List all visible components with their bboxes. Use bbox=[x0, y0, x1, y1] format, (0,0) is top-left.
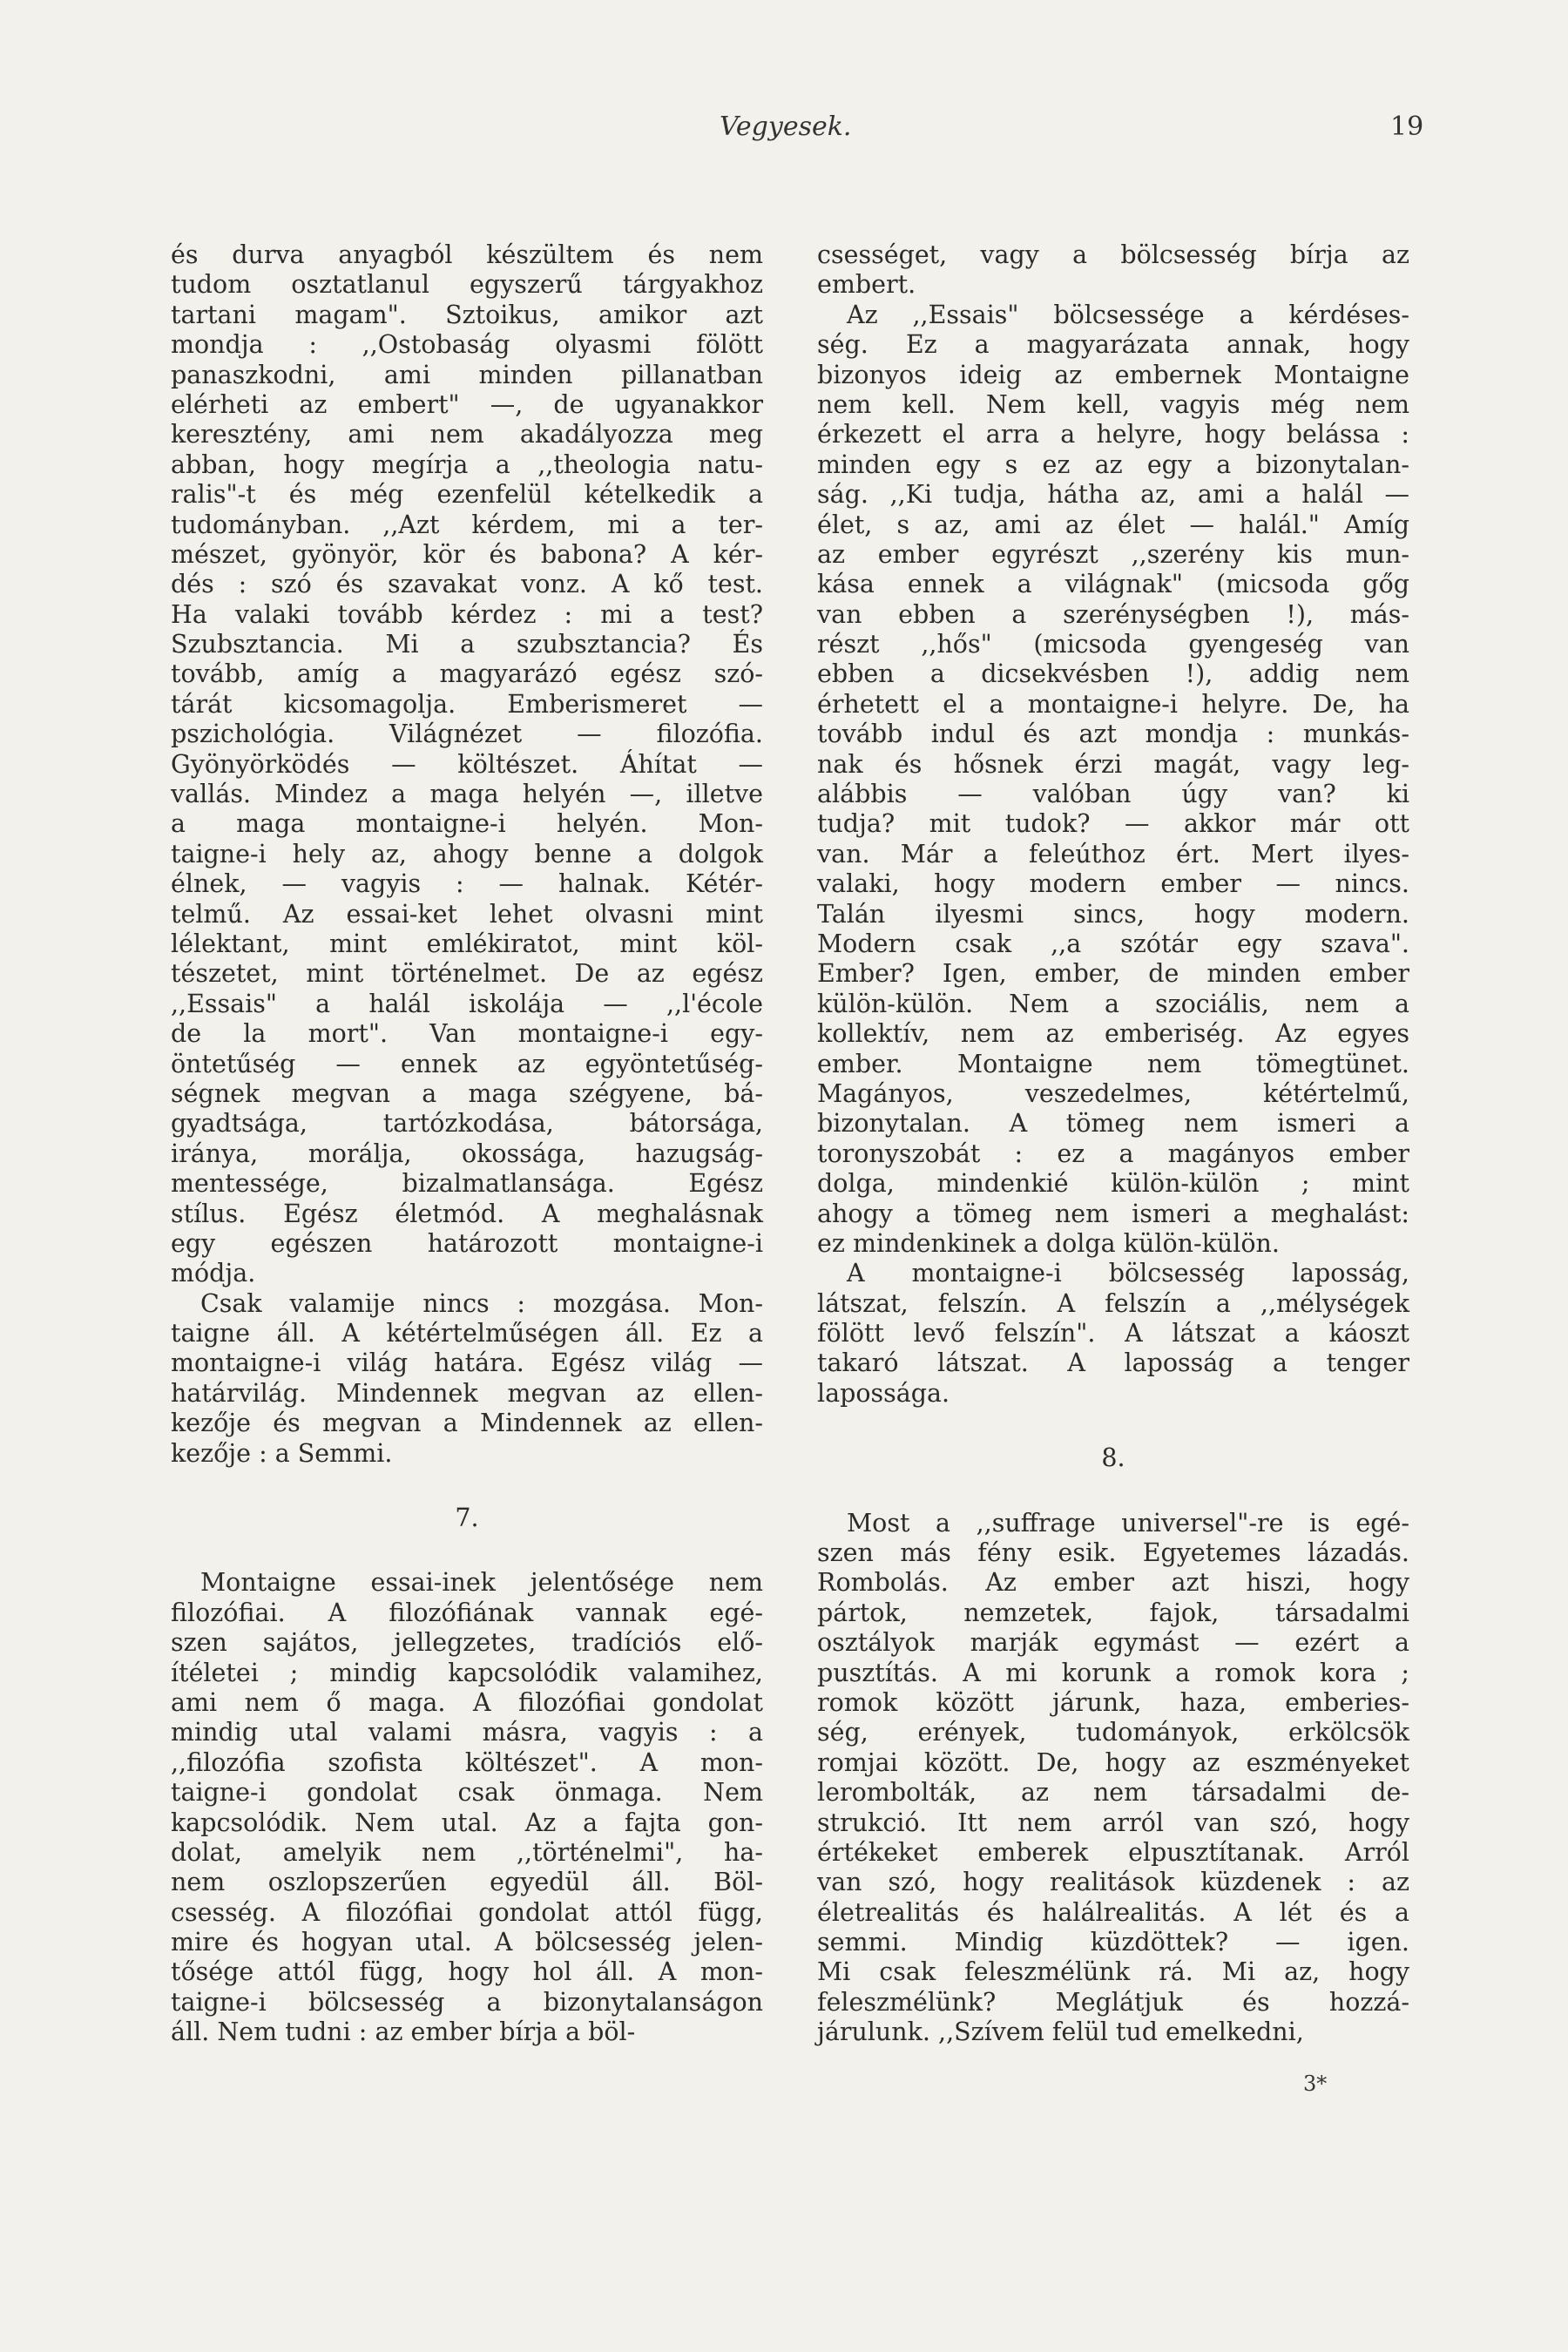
signature-mark: 3* bbox=[1303, 2072, 1328, 2096]
text-line: kása ennek a világnak" (micsoda gőg bbox=[817, 570, 1409, 599]
text-line: kezője és megvan a Mindennek az ellen- bbox=[171, 1409, 763, 1438]
text-line: pártok, nemzetek, fajok, társadalmi bbox=[817, 1598, 1409, 1627]
paragraph bbox=[817, 301, 1409, 1260]
text-line: tudom osztatlanul egyszerű tárgyakhoz bbox=[171, 270, 763, 300]
text-line: egy egészen határozott montaigne-i bbox=[171, 1228, 763, 1258]
text-line: részt ,,hős" (micsoda gyengeség van bbox=[817, 630, 1409, 659]
text-line: mire és hogyan utal. A bölcsesség jelen- bbox=[171, 1928, 763, 1957]
text-line: van. Már a feleúthoz ért. Mert ilyes- bbox=[817, 839, 1409, 868]
text-line: érkezett el arra a helyre, hogy belássa : bbox=[817, 420, 1409, 449]
text-line: valaki, hogy modern ember — nincs. bbox=[817, 869, 1409, 899]
text-line: a maga montaigne-i helyén. Mon- bbox=[171, 809, 763, 839]
text-line: panaszkodni, ami minden pillanatban bbox=[171, 360, 763, 389]
text-line: mentessége, bizalmatlansága. Egész bbox=[171, 1169, 763, 1199]
paragraph bbox=[817, 1509, 1409, 2048]
text-line: Szubsztancia. Mi a szubsztancia? És bbox=[171, 630, 763, 659]
text-line: kollektív, nem az emberiség. Az egyes bbox=[817, 1019, 1409, 1049]
text-line: Mi csak feleszmélünk rá. Mi az, hogy bbox=[817, 1957, 1409, 1987]
text-line: taigne-i gondolat csak önmaga. Nem bbox=[171, 1778, 763, 1808]
text-line: tartani magam". Sztoikus, amikor azt bbox=[171, 300, 763, 329]
text-line: de la mort". Van montaigne-i egy- bbox=[171, 1019, 763, 1049]
text-line: osztályok marják egymást — ezért a bbox=[817, 1628, 1409, 1658]
text-line: iránya, morálja, okossága, hazugság- bbox=[171, 1139, 763, 1168]
text-line: elérheti az embert" —, de ugyanakkor bbox=[171, 389, 763, 419]
running-title: Vegyesek. bbox=[720, 112, 852, 142]
paragraph bbox=[171, 1289, 763, 1469]
text-line: vallás. Mindez a maga helyén —, illetve bbox=[171, 780, 763, 809]
text-line: az ember egyrészt ,,szerény kis mun- bbox=[817, 539, 1409, 569]
text-line: dés : szó és szavakat vonz. A kő test. bbox=[171, 570, 763, 599]
text-line: tészetet, mint történelmet. De az egész bbox=[171, 959, 763, 989]
text-line: ségnek megvan a maga szégyene, bá- bbox=[171, 1078, 763, 1108]
section-number-8: 8. bbox=[1101, 1443, 1125, 1473]
text-line: életrealitás és halálrealitás. A lét és a bbox=[817, 1897, 1409, 1927]
text-line: tudja? mit tudok? — akkor már ott bbox=[817, 809, 1409, 839]
text-line: pusztítás. A mi korunk a romok kora ; bbox=[817, 1658, 1409, 1687]
text-line: ember. Montaigne nem tömegtünet. bbox=[817, 1049, 1409, 1078]
text-line: kezője : a Semmi. bbox=[171, 1438, 393, 1468]
text-line: járulunk. ,,Szívem felül tud emelkedni, bbox=[817, 2017, 1304, 2047]
text-line: strukció. Itt nem arról van szó, hogy bbox=[817, 1808, 1409, 1837]
text-line: tovább, amíg a magyarázó egész szó- bbox=[171, 659, 763, 689]
left-column bbox=[171, 240, 763, 2048]
text-line: van ebben a szerénységben !), más- bbox=[817, 599, 1409, 629]
paragraph bbox=[817, 1259, 1409, 1409]
paragraph bbox=[171, 1568, 763, 2047]
text-line: pszichológia. Világnézet — filozófia. bbox=[171, 720, 763, 749]
text-line: filozófiai. A filozófiának vannak egé- bbox=[171, 1598, 763, 1627]
text-line: Modern csak ,,a szótár egy szava". bbox=[817, 929, 1409, 958]
text-line: taigne áll. A kétértelműségen áll. Ez a bbox=[171, 1319, 763, 1348]
text-line: határvilág. Mindennek megvan az ellen- bbox=[171, 1378, 763, 1408]
text-line: lapossága. bbox=[817, 1378, 950, 1408]
text-line: ralis"-t és még ezenfelül kételkedik a bbox=[171, 480, 763, 510]
text-line: fölött levő felszín". A látszat a káoszt bbox=[817, 1319, 1409, 1348]
text-line: kapcsolódik. Nem utal. Az a fajta gon- bbox=[171, 1808, 763, 1837]
text-line: telmű. Az essai-ket lehet olvasni mint bbox=[171, 899, 763, 929]
text-line: áll. Nem tudni : az ember bírja a böl- bbox=[171, 2017, 636, 2047]
text-line: Ember? Igen, ember, de minden ember bbox=[817, 959, 1409, 989]
text-line: öntetűség — ennek az egyöntetűség- bbox=[171, 1049, 763, 1078]
text-line: nem kell. Nem kell, vagyis még nem bbox=[817, 389, 1409, 419]
text-line: élet, s az, ami az élet — halál." Amíg bbox=[817, 510, 1409, 539]
text-line: bizonyos ideig az embernek Montaigne bbox=[817, 360, 1409, 389]
text-line: Rombolás. Az ember azt hiszi, hogy bbox=[817, 1568, 1409, 1598]
text-line: ség, erények, tudományok, erkölcsök bbox=[817, 1718, 1409, 1747]
text-line: ítéletei ; mindig kapcsolódik valamihez, bbox=[171, 1658, 763, 1687]
text-line: toronyszobát : ez a magányos ember bbox=[817, 1139, 1409, 1168]
text-line: Montaigne essai-inek jelentősége nem bbox=[200, 1568, 763, 1598]
text-line: A montaigne-i bölcsesség laposság, bbox=[847, 1259, 1409, 1288]
text-line: montaigne-i világ határa. Egész világ — bbox=[171, 1348, 763, 1378]
text-line: látszat, felszín. A felszín a ,,mélységek bbox=[817, 1288, 1409, 1318]
text-line: feleszmélünk? Meglátjuk és hozzá- bbox=[817, 1987, 1409, 2017]
page-number: 19 bbox=[1390, 112, 1424, 142]
text-line: Az ,,Essais" bölcsessége a kérdéses- bbox=[847, 300, 1409, 329]
right-column bbox=[817, 240, 1409, 2048]
text-line: ,,filozófia szofista költészet". A mon- bbox=[171, 1747, 763, 1777]
text-line: Ha valaki tovább kérdez : mi a test? bbox=[171, 599, 763, 629]
text-line: Magányos, veszedelmes, kétértelmű, bbox=[817, 1078, 1409, 1108]
text-line: Talán ilyesmi sincs, hogy modern. bbox=[817, 899, 1409, 929]
text-line: ,,Essais" a halál iskolája — ,,l'école bbox=[171, 989, 763, 1018]
text-line: külön-külön. Nem a szociális, nem a bbox=[817, 989, 1409, 1018]
text-line: módja. bbox=[171, 1259, 256, 1288]
text-line: értékeket emberek elpusztítanak. Arról bbox=[817, 1837, 1409, 1867]
text-line: taigne-i bölcsesség a bizonytalanságon bbox=[171, 1987, 763, 2017]
text-line: bizonytalan. A tömeg nem ismeri a bbox=[817, 1109, 1409, 1139]
text-line: tovább indul és azt mondja : munkás- bbox=[817, 720, 1409, 749]
text-line: tudományban. ,,Azt kérdem, mi a ter- bbox=[171, 510, 763, 539]
text-line: mészet, gyönyör, kör és babona? A kér- bbox=[171, 539, 763, 569]
text-line: ség. Ez a magyarázata annak, hogy bbox=[817, 330, 1409, 360]
text-line: mondja : ,,Ostobaság olyasmi fölött bbox=[171, 330, 763, 360]
text-line: taigne-i hely az, ahogy benne a dolgok bbox=[171, 839, 763, 868]
text-line: és durva anyagból készültem és nem bbox=[171, 240, 763, 269]
text-line: nak és hősnek érzi magát, vagy leg- bbox=[817, 749, 1409, 779]
text-line: ahogy a tömeg nem ismeri a meghalást: bbox=[817, 1199, 1409, 1228]
text-line: stílus. Egész életmód. A meghalásnak bbox=[171, 1199, 763, 1228]
paragraph bbox=[817, 240, 1409, 301]
text-line: lélektant, mint emlékiratot, mint köl- bbox=[171, 929, 763, 958]
text-line: élnek, — vagyis : — halnak. Kétér- bbox=[171, 869, 763, 899]
text-line: dolga, mindenkié külön-külön ; mint bbox=[817, 1169, 1409, 1199]
text-line: semmi. Mindig küzdöttek? — igen. bbox=[817, 1928, 1409, 1957]
text-line: mindig utal valami másra, vagyis : a bbox=[171, 1718, 763, 1747]
text-line: ez mindenkinek a dolga külön-külön. bbox=[817, 1228, 1280, 1258]
text-line: romjai között. De, hogy az eszményeket bbox=[817, 1747, 1409, 1777]
text-line: ebben a dicsekvésben !), addig nem bbox=[817, 659, 1409, 689]
text-line: keresztény, ami nem akadályozza meg bbox=[171, 420, 763, 449]
text-line: dolat, amelyik nem ,,történelmi", ha- bbox=[171, 1837, 763, 1867]
paragraph bbox=[171, 240, 763, 1289]
text-line: tősége attól függ, hogy hol áll. A mon- bbox=[171, 1957, 763, 1987]
text-line: van szó, hogy realitások küzdenek : az bbox=[817, 1868, 1409, 1897]
text-line: abban, hogy megírja a ,,theologia natu- bbox=[171, 449, 763, 479]
text-line: szen sajátos, jellegzetes, tradíciós elő- bbox=[171, 1628, 763, 1658]
text-line: nem oszlopszerűen egyedül áll. Böl- bbox=[171, 1868, 763, 1897]
text-line: érhetett el a montaigne-i helyre. De, ha bbox=[817, 689, 1409, 719]
text-line: csesség. A filozófiai gondolat attól függ, bbox=[171, 1897, 763, 1927]
text-line: romok között járunk, haza, emberies- bbox=[817, 1687, 1409, 1717]
text-line: szen más fény esik. Egyetemes lázadás. bbox=[817, 1538, 1409, 1568]
text-line: Gyönyörködés — költészet. Áhítat — bbox=[171, 749, 763, 779]
text-line: csességet, vagy a bölcsesség bírja az bbox=[817, 240, 1409, 269]
text-line: minden egy s ez az egy a bizonytalan- bbox=[817, 449, 1409, 479]
text-line: takaró látszat. A laposság a tenger bbox=[817, 1348, 1409, 1378]
text-line: Csak valamije nincs : mozgása. Mon- bbox=[200, 1288, 763, 1318]
text-line: lerombolták, az nem társadalmi de- bbox=[817, 1778, 1409, 1808]
text-line: ami nem ő maga. A filozófiai gondolat bbox=[171, 1687, 763, 1717]
section-number-7: 7. bbox=[455, 1504, 479, 1533]
text-line: embert. bbox=[817, 270, 916, 300]
text-line: alábbis — valóban úgy van? ki bbox=[817, 780, 1409, 809]
text-line: Most a ,,suffrage universel"-re is egé- bbox=[847, 1508, 1409, 1538]
text-line: tárát kicsomagolja. Emberismeret — bbox=[171, 689, 763, 719]
text-line: ság. ,,Ki tudja, hátha az, ami a halál — bbox=[817, 480, 1409, 510]
text-line: gyadtsága, tartózkodása, bátorsága, bbox=[171, 1109, 763, 1139]
